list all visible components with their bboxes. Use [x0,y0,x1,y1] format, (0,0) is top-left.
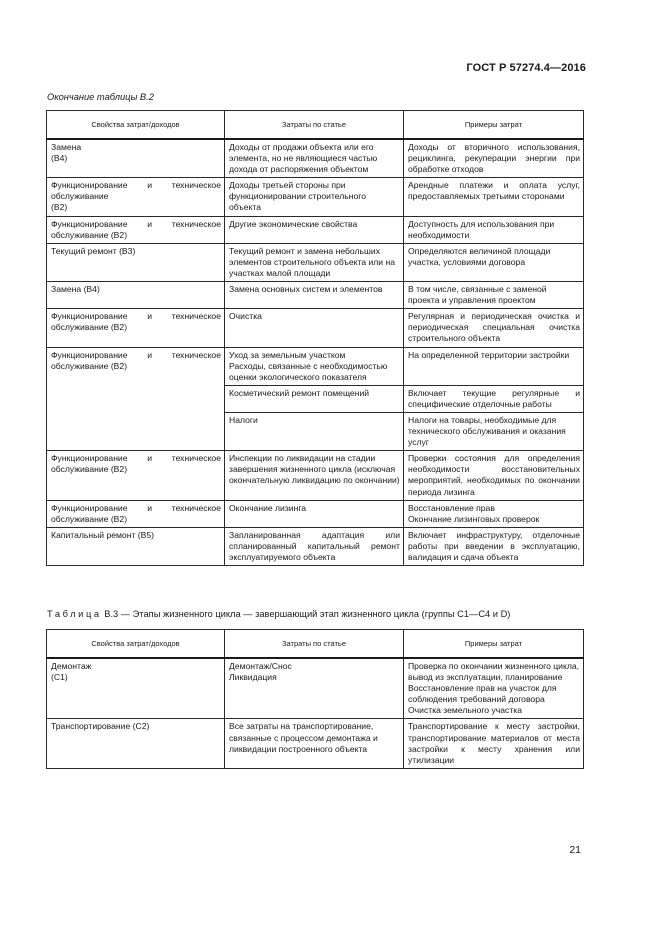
table-cell: Доходы от вторичного использования, рециклинга, рекуперации энергии при обработке отходов [404,139,584,178]
table-cell: Функционирование и техническое обслуживание (В2) [47,451,225,500]
table-cell: Окончание лизинга [225,500,404,527]
table-cell: Демонтаж/Снос Ликвидация [225,658,404,719]
table-cell: Инспекции по ликвидации на стадии завершения жизненного цикла (исключая окончательную ликвидацию по окончании) [225,451,404,500]
table-cell: Все затраты на транспортирование, связанные с процессом демонтажа и ликвидации построенного объекта [225,719,404,768]
table-row [47,500,584,527]
table-header-row [47,630,584,659]
table-cell: Регулярная и периодическая очистка и периодическая специальная очистка строительного объекта [404,309,584,347]
column-header: Примеры затрат [404,630,584,659]
table-row [47,451,584,500]
table-row [47,243,584,281]
table-cell: Текущий ремонт (В3) [47,243,225,281]
table-cell: Включает инфраструктуру, отделочные работы при введении в эксплуатацию, валидация и сдача объекта [404,527,584,565]
table-cell: Доходы третьей стороны при функционировании строительного объекта [225,178,404,216]
table-cell: Проверка по окончании жизненного цикла, вывод из эксплуатации, планирование Восстановление прав на участок для соблюдения требований договора Очистка земельного участка [404,658,584,719]
table-cell: Транспортирование к месту застройки, транспортирование материалов от места застройки к месту хранения или утилизации [404,719,584,768]
table-cell: Налоги на товары, необходимые для технического обслуживания и оказания услуг [404,412,584,450]
column-header: Затраты по статье [225,111,404,140]
table-row [47,527,584,565]
table-cell: Замена (В4) [47,139,225,178]
cost-table-b3 [46,629,584,769]
table-row [47,178,584,216]
table-cell: В том числе, связанные с заменой проекта и управления проектом [404,282,584,309]
table-cell: Капитальный ремонт (В5) [47,527,225,565]
column-header: Свойства затрат/доходов [47,111,225,140]
column-header: Затраты по статье [225,630,404,659]
table-row [47,139,584,178]
table-cell: Функционирование и техническое обслуживание (В2) [47,178,225,216]
table-caption-text: В.3 — Этапы жизненного цикла — завершающий этап жизненного цикла (группы С1—С4 и D) [104,609,511,619]
cost-table-b2 [46,110,584,566]
column-header: Примеры затрат [404,111,584,140]
table-cell: Проверки состояния для определения необходимости восстановительных мероприятий, необходимых по окончании периода лизинга [404,451,584,500]
table-cell: Очистка [225,309,404,347]
table-cell: На определенной территории застройки [404,347,584,385]
table-cell: Налоги [225,412,404,450]
table-row [47,719,584,768]
table-cell: Включает текущие регулярные и специфические отделочные работы [404,385,584,412]
table-caption-continued: Окончание таблицы В.2 [47,92,154,102]
table-row [47,216,584,243]
table-cell: Запланированная адаптация или спланированный капитальный ремонт эксплуатируемого объекта [225,527,404,565]
table-row [47,347,584,385]
table-cell: Функционирование и техническое обслуживание (В2) [47,500,225,527]
table-cell: Уход за земельным участком Расходы, связанные с необходимостью оценки экологического показателя [225,347,404,385]
table-cell: Восстановление прав Окончание лизинговых проверок [404,500,584,527]
page-number: 21 [569,844,581,856]
table-caption [47,609,510,619]
table-cell: Текущий ремонт и замена небольших элементов строительного объекта или на участках малой площади [225,243,404,281]
table-caption-label: Таблица [47,609,102,619]
table-cell: Определяются величиной площади участка, условиями договора [404,243,584,281]
table-cell: Функционирование и техническое обслуживание (В2) [47,216,225,243]
table-cell: Арендные платежи и оплата услуг, предоставляемых третьими сторонами [404,178,584,216]
table-row [47,309,584,347]
table-cell: Косметический ремонт помещений [225,385,404,412]
table-row [47,282,584,309]
table-cell: Демонтаж (С1) [47,658,225,719]
table-cell: Функционирование и техническое обслуживание (В2) [47,309,225,347]
table-cell: Доступность для использования при необходимости [404,216,584,243]
table-cell: Другие экономические свойства [225,216,404,243]
table-cell: Замена основных систем и элементов [225,282,404,309]
document-id: ГОСТ Р 57274.4—2016 [466,62,586,74]
table-cell: Доходы от продажи объекта или его элемента, но не являющиеся частью дохода от распоряжения объектом [225,139,404,178]
column-header: Свойства затрат/доходов [47,630,225,659]
table-row [47,658,584,719]
table-cell: Функционирование и техническое обслуживание (В2) [47,347,225,451]
table-header-row [47,111,584,140]
table-cell: Транспортирование (С2) [47,719,225,768]
table-cell: Замена (В4) [47,282,225,309]
